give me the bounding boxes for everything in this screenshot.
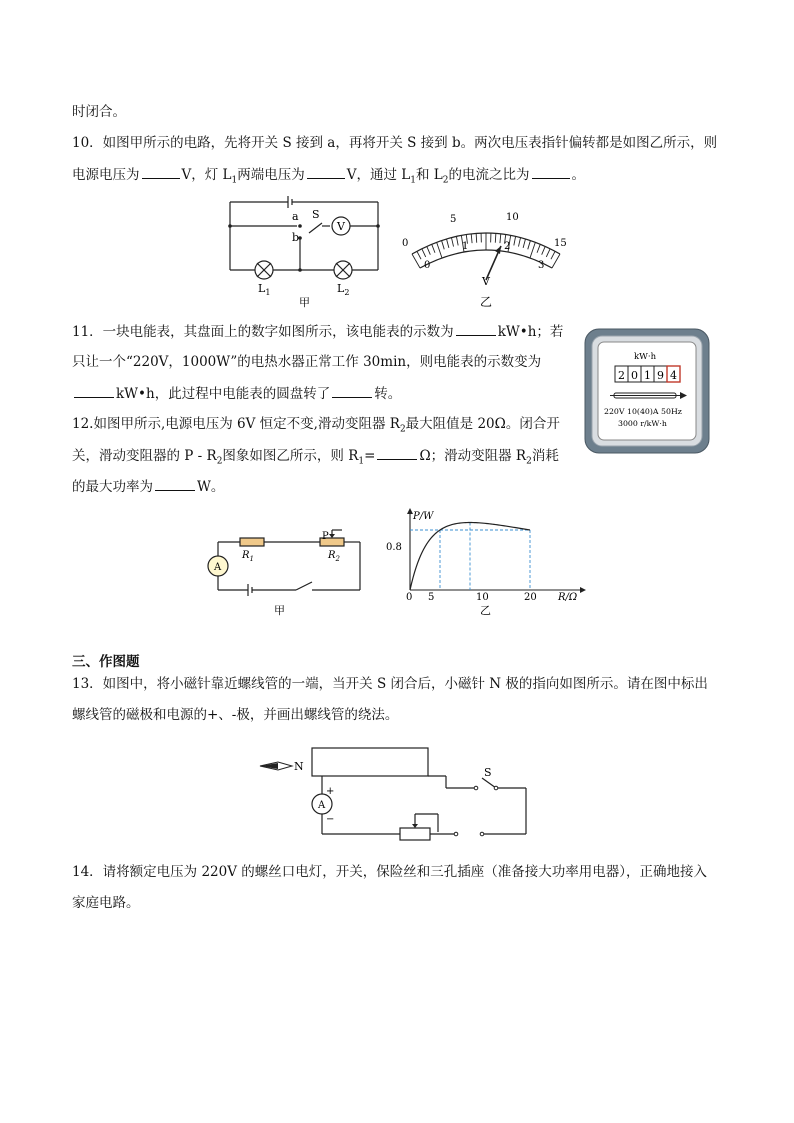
meter-spec-line1: 220V 10(40)A 50Hz	[604, 407, 682, 416]
dial-tick	[530, 242, 535, 258]
subscript: 2	[442, 175, 449, 186]
dial-bottom-3: 3	[538, 260, 545, 271]
q13-line1: 13．如图中，将小磁针靠近螺线管的一端，当开关 S 闭合后，小磁针 N 极的指向如图所示。请在图中标出	[72, 676, 708, 692]
dial-bottom-2: 2	[504, 241, 511, 252]
dial-tick	[495, 233, 496, 242]
dial-tick	[427, 246, 431, 254]
answer-blank	[456, 321, 496, 336]
q14-line1: 14．请将额定电压为 220V 的螺丝口电灯，开关，保险丝和三孔插座（准备接大功率用电器），正确地接入	[72, 864, 708, 880]
q12-line3	[72, 476, 224, 497]
answer-blank	[307, 164, 345, 179]
answer-blank	[377, 445, 417, 460]
q14-line2: 家庭电路。	[72, 895, 140, 911]
r2-label: $R_2$	[328, 550, 340, 563]
lamp-l1-label: $L_1$	[258, 282, 271, 297]
figure-label-yi: 乙	[480, 295, 493, 309]
x-tick-5: 5	[428, 592, 435, 603]
q10-circuit-figure	[222, 190, 392, 310]
q12-text: 最大阻值是 20Ω。闭合开	[405, 416, 560, 432]
dial-tick	[514, 236, 516, 245]
meter-digit-1: 2	[618, 369, 625, 382]
q10-text: 和 L	[416, 167, 443, 183]
q13-solenoid-figure	[254, 742, 534, 842]
dial-top-5: 5	[450, 214, 457, 225]
q10-text: V，灯 L	[181, 167, 232, 183]
q11-text: 11．一块电能表，其盘面上的数字如图所示，该电能表的示数为	[72, 324, 454, 340]
dial-tick	[451, 238, 453, 247]
dial-top-15: 15	[554, 238, 567, 249]
answer-blank	[142, 164, 180, 179]
dial-bottom-0: 0	[424, 260, 431, 271]
q11-line2: 只让一个“220V，1000W”的电热水器正常工作 30min，则电能表的示数变为	[72, 354, 542, 370]
q11-text: kW•h；若	[497, 324, 564, 340]
intro-line: 时闭合。	[72, 104, 126, 120]
q12-text: 的最大功率为	[72, 479, 153, 495]
section-title: 三、作图题	[72, 654, 140, 670]
minus-label: −	[326, 814, 335, 825]
q10-text: V，通过 L	[346, 167, 411, 183]
x-tick-20: 20	[524, 592, 537, 603]
subscript: 1	[358, 456, 365, 467]
dial-tick	[432, 244, 435, 252]
q12-text: 关，滑动变阻器的 P - R	[72, 448, 217, 464]
dial-tick	[437, 242, 442, 258]
dial-v-label: V	[482, 275, 490, 288]
subscript: 1	[410, 175, 416, 186]
dial-tick	[471, 234, 472, 243]
meter-disc-arrow-icon	[610, 392, 687, 399]
meter-digit-2: 0	[631, 369, 638, 382]
switch-s-label: S	[484, 766, 492, 779]
dial-tick	[518, 238, 520, 247]
solenoid-body	[312, 748, 428, 776]
lamp-l2-label: $L_2$	[337, 282, 350, 297]
meter-digit-5: 4	[670, 369, 677, 382]
meter-digit-3: 1	[644, 369, 651, 382]
q10-line2	[72, 164, 585, 191]
answer-blank	[155, 476, 195, 491]
x-tick-10: 10	[476, 592, 489, 603]
compass-needle-icon	[260, 762, 292, 770]
dial-tick	[546, 249, 550, 257]
answer-blank	[532, 164, 570, 179]
dial-top-0: 0	[402, 238, 409, 249]
q11-text: 转。	[374, 386, 402, 402]
dial-tick	[476, 233, 477, 242]
q11-line1	[72, 321, 563, 342]
subscript: 2	[216, 456, 223, 467]
q12-text: 12.如图甲所示,电源电压为 6V 恒定不变,滑动变阻器 R	[72, 416, 400, 432]
dial-tick	[412, 254, 420, 268]
q11-line3	[72, 383, 401, 404]
dial-tick	[422, 249, 426, 257]
voltmeter-label: V	[337, 220, 345, 233]
dial-tick	[537, 244, 540, 252]
ammeter-label: A	[214, 562, 222, 573]
ammeter-a-label: A	[318, 800, 326, 811]
q12-pr-graph	[380, 506, 590, 618]
dial-tick	[528, 241, 531, 250]
compass-n-label: N	[294, 760, 304, 773]
q10-line1: 10．如图甲所示的电路，先将开关 S 接到 a，再将开关 S 接到 b。两次电压表指针偏转都是如图乙所示，则	[72, 135, 718, 151]
dial-tick	[500, 234, 501, 243]
dial-tick	[551, 251, 555, 259]
q10-voltmeter-dial-figure	[394, 206, 574, 312]
q12-text: Ω；滑动变阻器 R	[419, 448, 527, 464]
subscript: 1	[231, 175, 238, 186]
dial-tick	[447, 239, 449, 248]
dial-tick	[456, 236, 458, 245]
q10-text: 电源电压为	[72, 167, 140, 183]
meter-digit-4: 9	[657, 369, 664, 382]
q12-text: W。	[197, 479, 225, 495]
switch-s-label: S	[312, 208, 320, 221]
dial-tick	[417, 251, 421, 259]
q12-line2	[72, 445, 559, 472]
r1-label: $R_1$	[242, 550, 254, 563]
switch-a-label: a	[292, 210, 299, 223]
answer-blank	[332, 383, 372, 398]
dial-tick	[523, 239, 525, 248]
x-axis-label: R/Ω	[558, 592, 578, 603]
q10-text: 两端电压为	[237, 167, 305, 183]
figure-label-jia: 甲	[299, 296, 310, 309]
subscript: 2	[526, 456, 532, 467]
meter-spec-line2: 3000 r/kW·h	[618, 419, 667, 428]
x-tick-0: 0	[406, 592, 413, 603]
plus-label: +	[326, 786, 335, 797]
q10-text: 。	[571, 167, 585, 183]
dial-bottom-1: 1	[462, 241, 469, 252]
q12-line1	[72, 414, 560, 440]
dial-tick	[542, 246, 546, 254]
electricity-meter-figure	[584, 328, 710, 454]
figure-label-jia: 甲	[274, 604, 285, 617]
q10-text: 的电流之比为	[448, 167, 530, 183]
y-axis-label: P/W	[413, 511, 434, 522]
q12-text: 消耗	[531, 448, 559, 464]
q13-line2: 螺线管的磁极和电源的+、-极，并画出螺线管的绕法。	[72, 707, 399, 723]
q12-circuit-figure	[204, 528, 374, 620]
subscript: 2	[399, 424, 406, 435]
dial-top-10: 10	[506, 212, 519, 223]
dial-tick	[552, 254, 560, 268]
meter-unit: kW·h	[634, 352, 657, 362]
answer-blank	[74, 383, 114, 398]
figure-label-yi: 乙	[480, 604, 491, 617]
slider-p-label: P	[322, 531, 329, 542]
q11-text: kW•h，此过程中电能表的圆盘转了	[116, 386, 331, 402]
q12-text: 图象如图乙所示，则 R	[222, 448, 359, 464]
y-tick-0-8: 0.8	[386, 542, 402, 553]
switch-b-label: b	[292, 231, 300, 244]
q12-text: =	[364, 448, 376, 464]
dial-tick	[442, 241, 445, 250]
